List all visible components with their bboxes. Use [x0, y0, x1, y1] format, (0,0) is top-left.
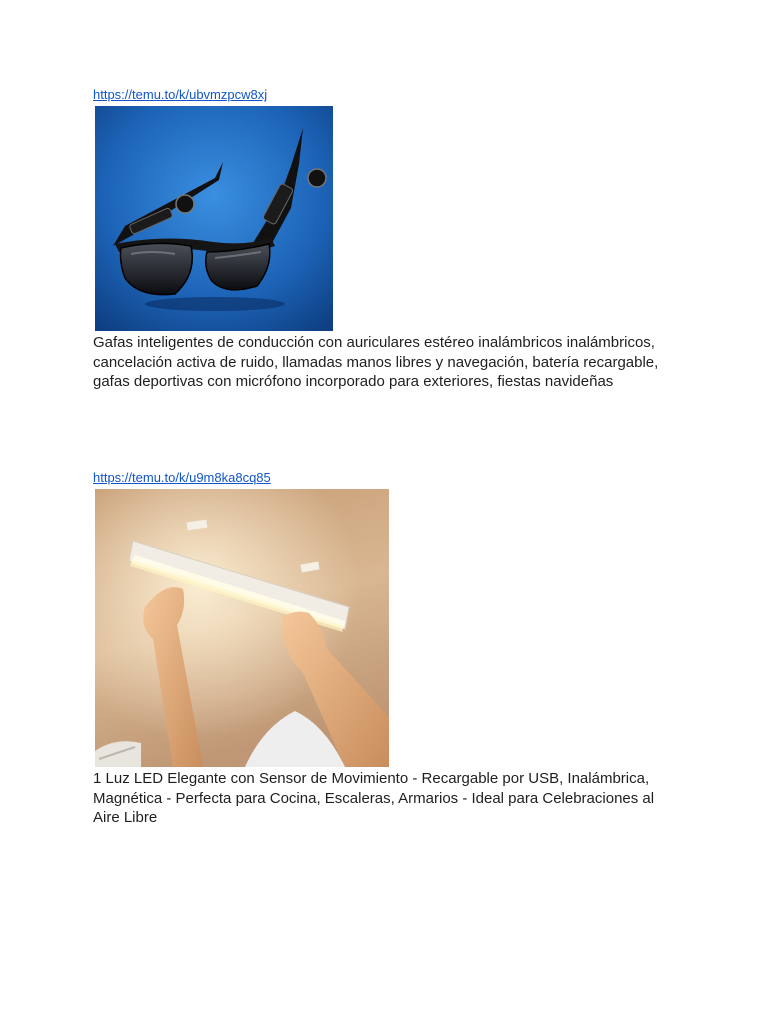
smart-glasses-illustration — [95, 106, 333, 331]
led-light-bar-illustration — [95, 489, 389, 767]
product-link[interactable]: https://temu.to/k/ubvmzpcw8xj — [93, 87, 268, 102]
product-image-smart-glasses — [95, 106, 333, 331]
product-description: Gafas inteligentes de conducción con auriculares estéreo inalámbricos inalámbricos, cancelación activa de ruido, llamadas manos libres y navegación, batería recargable, gafas deportivas con micrófono incorporado para exteriores, fiestas navideñas — [93, 334, 659, 390]
product-image-led-light — [95, 489, 389, 767]
product-entry — [93, 87, 693, 392]
product-link[interactable]: https://temu.to/k/u9m8ka8cq85 — [93, 470, 271, 485]
product-description: 1 Luz LED Elegante con Sensor de Movimiento - Recargable por USB, Inalámbrica, Magnética - Perfecta para Cocina, Escaleras, Armarios - Ideal para Celebraciones al Aire Libre — [93, 770, 655, 826]
product-entry — [93, 470, 693, 828]
